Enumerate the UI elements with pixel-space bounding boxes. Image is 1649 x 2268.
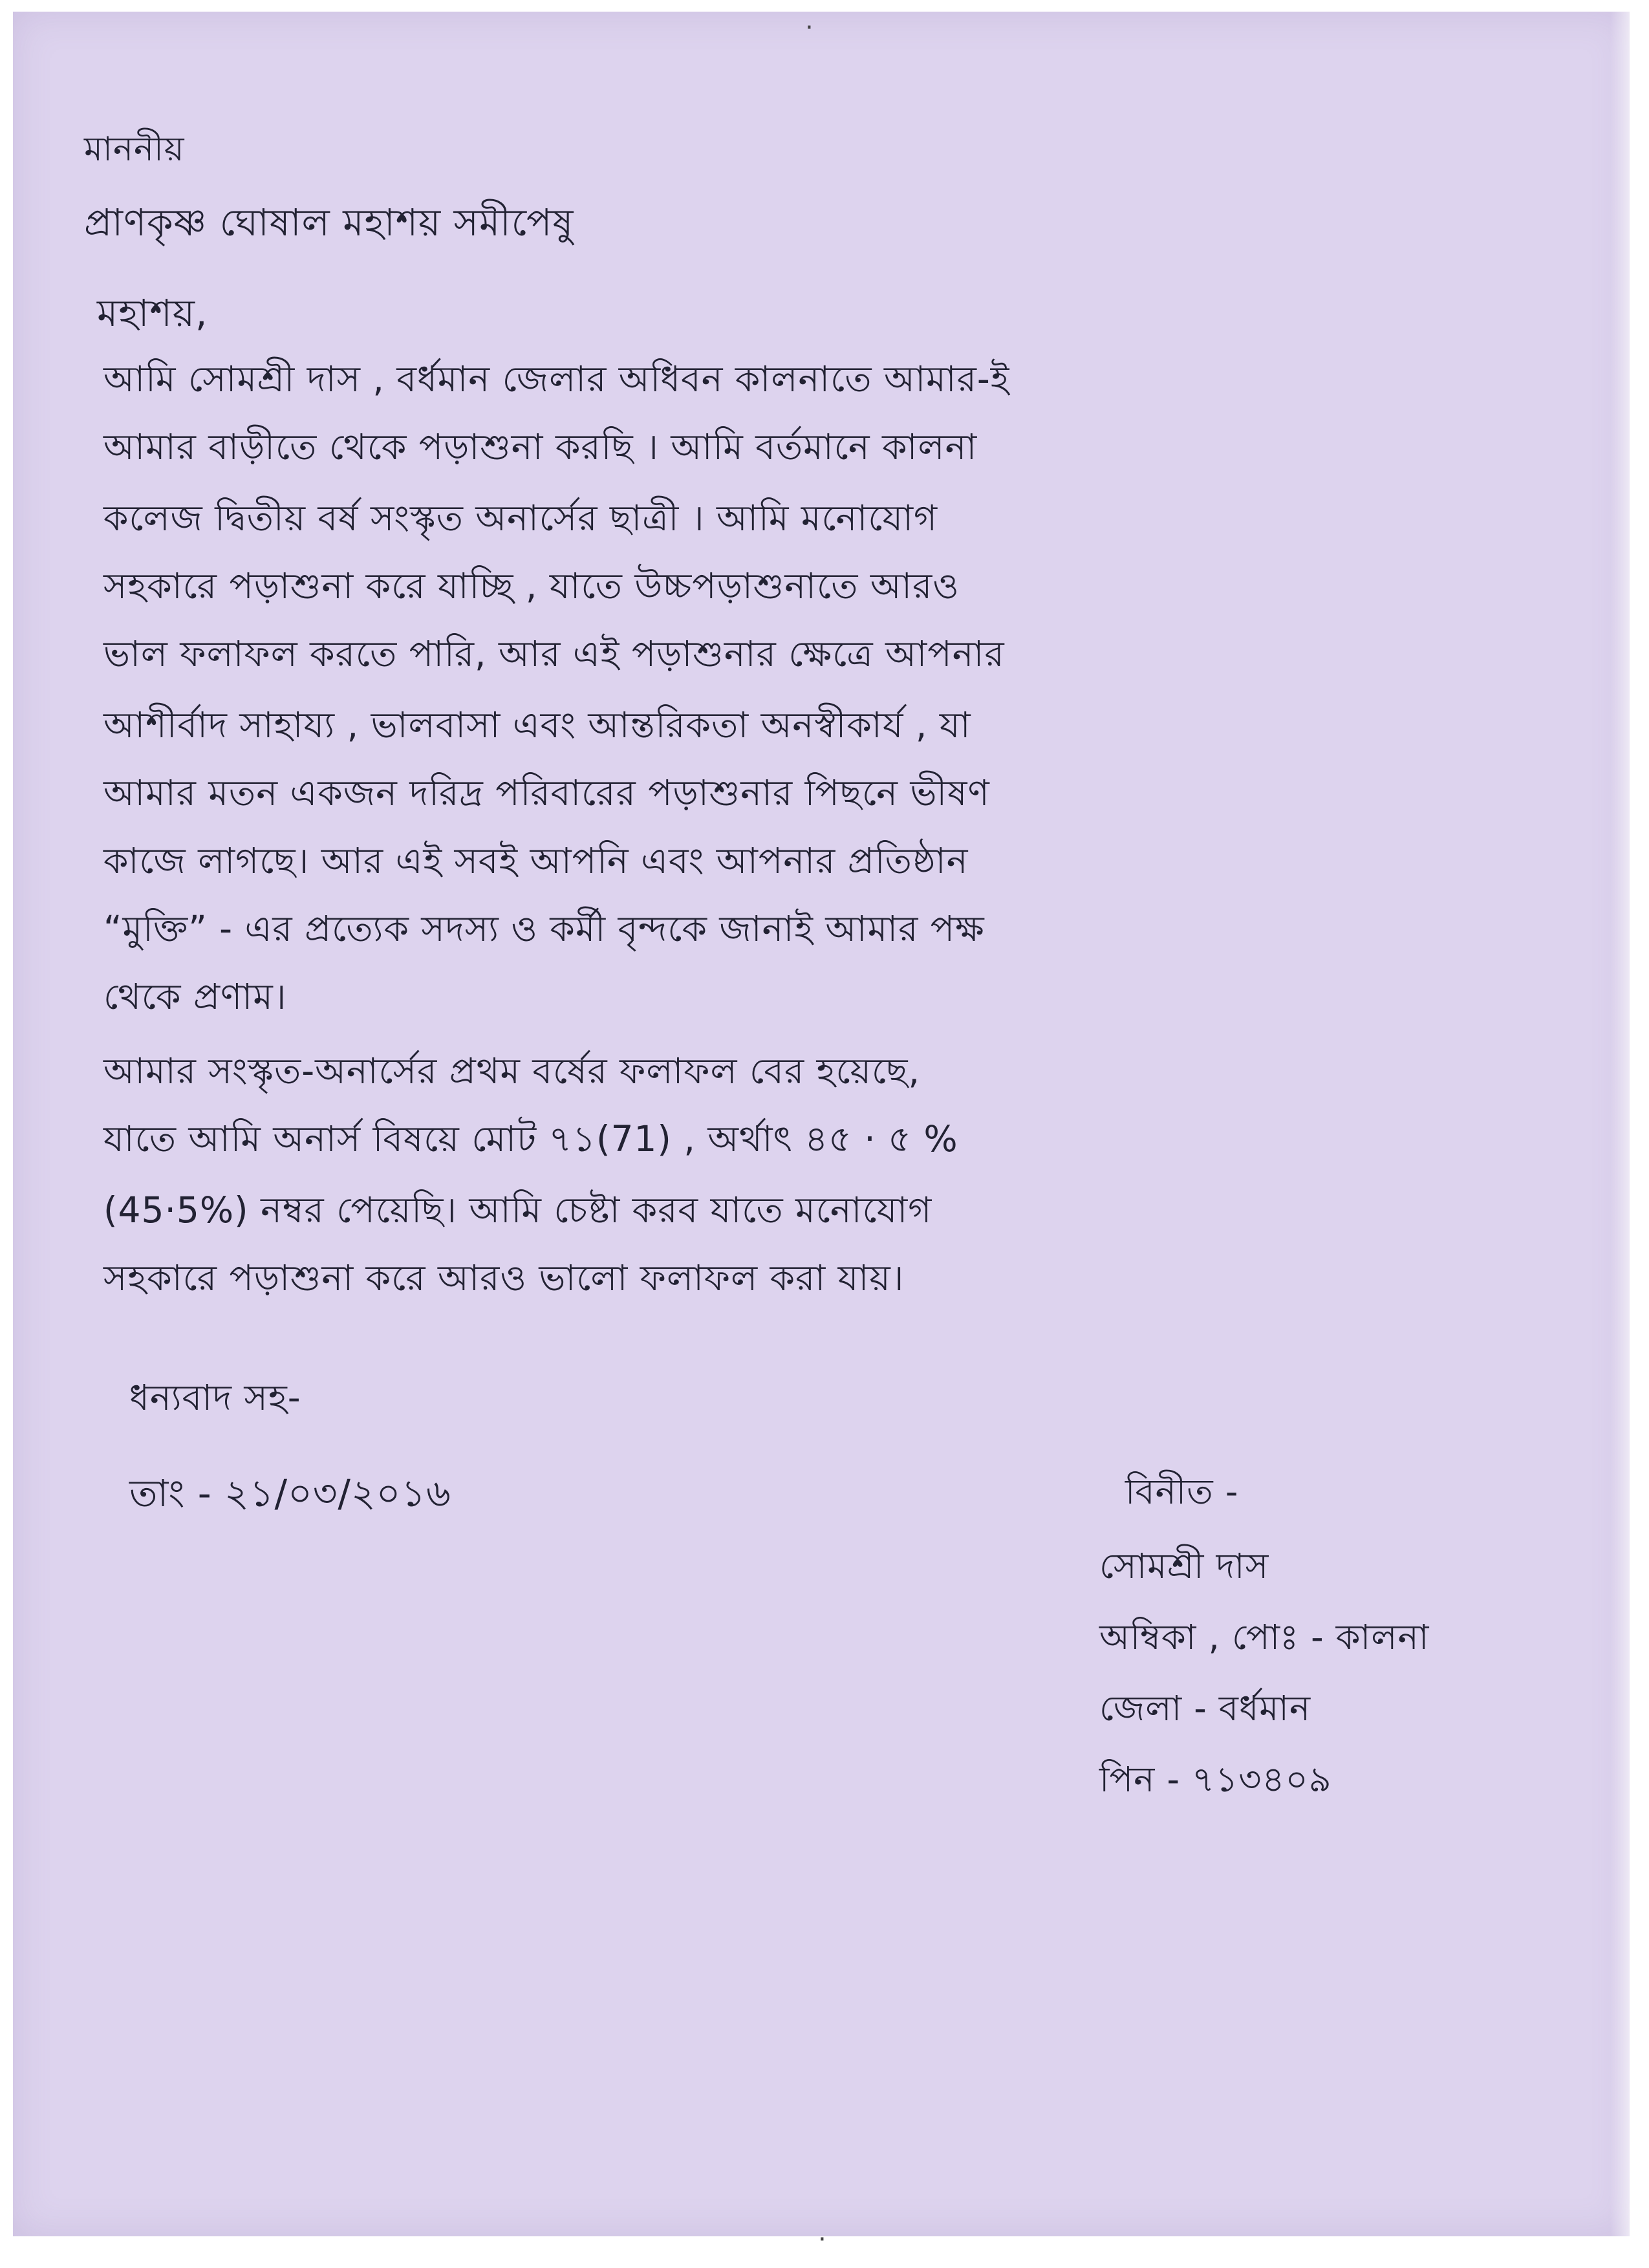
paragraph1-line: সহকারে পড়াশুনা করে যাচ্ছি , যাতে উচ্চপড়াশুনাতে আরও — [103, 565, 960, 607]
paragraph1-line: থেকে প্রণাম। — [103, 976, 287, 1017]
paragraph2-line: আমার সংস্কৃত-অনার্সের প্রথম বর্ষের ফলাফল বের হয়েছে, — [103, 1050, 920, 1092]
paragraph1-line: ভাল ফলাফল করতে পারি, আর এই পড়াশুনার ক্ষেত্রে আপনার — [103, 633, 1005, 675]
signature-line: বিনীত - — [1125, 1471, 1239, 1512]
signature-name: সোমশ্রী দাস — [1099, 1546, 1269, 1586]
paper-edge — [1610, 12, 1630, 2236]
paragraph1-line: আশীর্বাদ সাহায্য , ভালবাসা এবং আন্তরিকতা অনস্বীকার্য , যা — [103, 704, 971, 746]
signature-address: অম্বিকা , পোঃ - কালনা — [1099, 1617, 1430, 1658]
salutation: মাননীয় — [84, 130, 185, 169]
paragraph2-line: (45·5%) নম্বর পেয়েছি। আমি চেষ্টা করব যাতে মনোযোগ — [103, 1189, 932, 1231]
date-line: তাং - ২১/০৩/২০১৬ — [129, 1471, 451, 1515]
paragraph1-line: আমার মতন একজন দরিদ্র পরিবারের পড়াশুনার পিছনে ভীষণ — [103, 772, 990, 814]
paragraph1-line: “মুক্তি” - এর প্রত্যেক সদস্য ও কর্মী বৃন্দকে জানাই আমার পক্ষ — [103, 908, 985, 949]
scan-dot: · — [805, 13, 814, 43]
paragraph1-line: কলেজ দ্বিতীয় বর্ষ সংস্কৃত অনার্সের ছাত্রী । আমি মনোযোগ — [103, 497, 938, 539]
recipient-line: প্রাণকৃষ্ণ ঘোষাল মহাশয় সমীপেষু — [84, 200, 574, 244]
paragraph1-line: আমার বাড়ীতে থেকে পড়াশুনা করছি । আমি বর্তমানে কালনা — [103, 426, 978, 468]
signature-district: জেলা - বর্ধমান — [1099, 1688, 1311, 1729]
closing-line: ধন্যবাদ সহ- — [129, 1377, 301, 1418]
signature-pin: পিন - ৭১৩৪০৯ — [1099, 1759, 1332, 1800]
paragraph2-line: যাতে আমি অনার্স বিষয়ে মোট ৭১(71) , অর্থাৎ ৪৫ · ৫ % — [103, 1118, 958, 1160]
scan-dot: · — [818, 2225, 826, 2254]
greeting: মহাশয়, — [97, 291, 208, 335]
paragraph2-line: সহকারে পড়াশুনা করে আরও ভালো ফলাফল করা যায়। — [103, 1257, 905, 1299]
paragraph1-line: আমি সোমশ্রী দাস , বর্ধমান জেলার অধিবন কালনাতে আমার-ই — [103, 358, 1010, 400]
paragraph1-line: কাজে লাগছে। আর এই সবই আপনি এবং আপনার প্রতিষ্ঠান — [103, 840, 969, 881]
